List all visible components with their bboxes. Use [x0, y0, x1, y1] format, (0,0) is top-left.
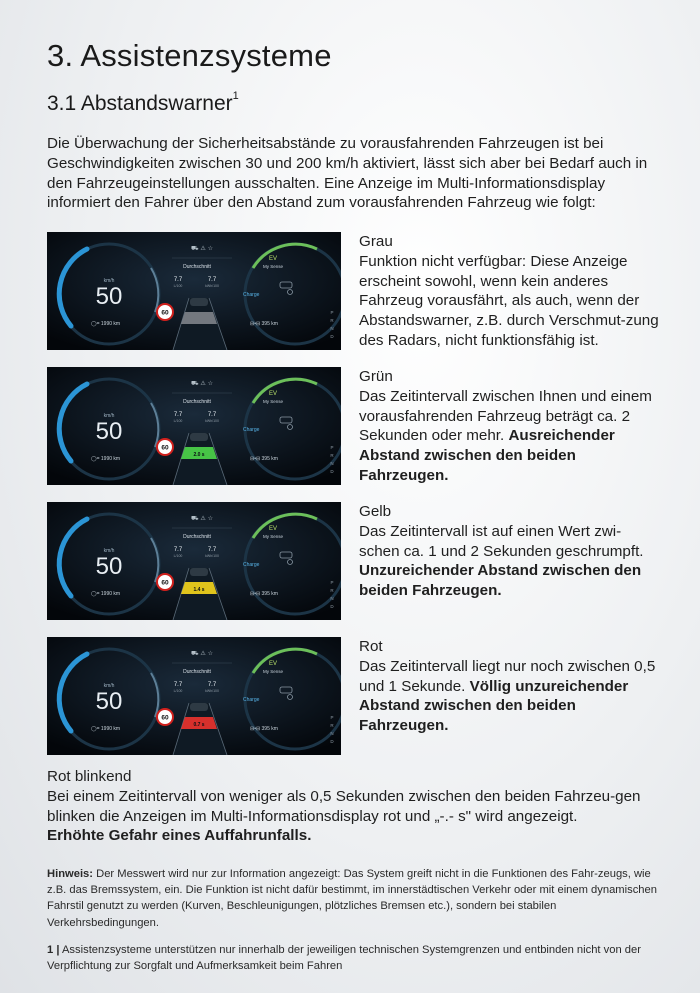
blink-text: Bei einem Zeitintervall von weniger als 0,5 Sekunden zwischen den beiden Fahrzeu-gen blinken die Anzeigen im Multi-Informationsdisplay rot und „-.- s" wird angezeigt. — [47, 787, 641, 825]
range-right: ⊟•⊟ 395 km — [250, 321, 278, 327]
speed-limit-value: 60 — [161, 444, 169, 452]
mode-sub-label: My Sense — [262, 264, 284, 269]
average-label: Durchschnitt — [183, 264, 211, 270]
consumption-unit-1: L/100 — [173, 689, 183, 693]
blink-bold-text: Erhöhte Gefahr eines Auffahrunfalls. — [47, 827, 312, 845]
gear-indicator: N — [330, 326, 334, 331]
gear-indicator: P — [330, 445, 334, 450]
mode-sub-label: My Sense — [262, 399, 284, 404]
speed-limit-value: 60 — [161, 309, 169, 317]
state-row-rot — [47, 637, 657, 755]
state-description — [359, 502, 659, 601]
status-icons: ⛟ ⚠ ☆ — [190, 650, 214, 657]
dashboard-image — [47, 232, 341, 350]
mode-label: EV — [268, 256, 278, 262]
consumption-value-2: 7.7 — [207, 547, 217, 553]
status-icons: ⛟ ⚠ ☆ — [190, 380, 214, 387]
state-row-gelb — [47, 502, 657, 620]
gear-indicator: R — [330, 723, 334, 728]
consumption-value-1: 7.7 — [173, 682, 183, 688]
gear-indicator: N — [330, 596, 334, 601]
gear-indicator: D — [330, 739, 334, 744]
mode-label: EV — [268, 391, 278, 397]
mode-label: EV — [268, 526, 278, 532]
average-label: Durchschnitt — [183, 399, 211, 405]
speed-unit: km/h — [103, 278, 115, 284]
distance-time-label: 0.7 s — [193, 722, 205, 728]
dashboard-svg — [47, 502, 341, 620]
dashboard-svg — [47, 637, 341, 755]
gear-indicator: R — [330, 318, 334, 323]
state-name: Grau — [359, 233, 393, 250]
dashboard-image — [47, 637, 341, 755]
charge-label: Charge — [243, 427, 260, 433]
range-right: ⊟•⊟ 395 km — [250, 726, 278, 732]
mode-label: EV — [268, 661, 278, 667]
range-left: ◯= 1990 km — [91, 591, 121, 597]
consumption-unit-1: L/100 — [173, 554, 183, 558]
gear-indicator: R — [330, 453, 334, 458]
speed-limit-value: 60 — [161, 714, 169, 722]
state-row-grau — [47, 232, 657, 350]
gear-indicator: N — [330, 461, 334, 466]
range-right: ⊟•⊟ 395 km — [250, 591, 278, 597]
gear-indicator: D — [330, 469, 334, 474]
page-title: 3. Assistenzsysteme — [47, 38, 332, 73]
range-right: ⊟•⊟ 395 km — [250, 456, 278, 462]
consumption-value-1: 7.7 — [173, 547, 183, 553]
consumption-unit-2: kWh/100 — [205, 554, 219, 558]
dashboard-image — [47, 502, 341, 620]
dashboard-svg — [47, 232, 341, 350]
gear-indicator: D — [330, 334, 334, 339]
consumption-unit-2: kWh/100 — [205, 689, 219, 693]
distance-indicator — [181, 312, 217, 324]
status-icons: ⛟ ⚠ ☆ — [190, 245, 214, 252]
dashboard-svg — [47, 367, 341, 485]
average-label: Durchschnitt — [183, 669, 211, 675]
state-text: Das Zeitintervall zwischen Ihnen und einem vorausfahrenden Fahrzeug beträgt ca. 2 Sekunden oder mehr. — [359, 387, 652, 445]
speed-unit: km/h — [103, 413, 115, 419]
gear-indicator: P — [330, 715, 334, 720]
state-text: Das Zeitintervall liegt nur noch zwischen 0,5 und 1 Sekunde. — [359, 657, 656, 695]
footnote — [47, 942, 657, 974]
state-bold-text: Völlig unzureichender Abstand zwischen den beiden Fahrzeugen. — [359, 677, 629, 735]
state-bold-text: Ausreichender Abstand zwischen den beiden Fahrzeugen. — [359, 427, 615, 484]
charge-label: Charge — [243, 562, 260, 568]
state-description — [359, 232, 659, 351]
state-name: Grün — [359, 368, 393, 385]
gear-indicator: N — [330, 731, 334, 736]
gear-indicator: R — [330, 588, 334, 593]
state-text: Funktion nicht verfügbar: Diese Anzeige erscheint sowohl, wenn kein anderes Fahrzeug vorausfährt, als auch, wenn der Abstandswarner, z.B. durch Verschmut-zung des Radars, nicht funktionsfähig ist. — [359, 252, 659, 349]
speed-value: 50 — [95, 283, 123, 310]
gear-indicator: P — [330, 580, 334, 585]
consumption-unit-2: kWh/100 — [205, 284, 219, 288]
note-label: Hinweis: — [47, 868, 94, 880]
range-left: ◯= 1990 km — [91, 456, 121, 462]
consumption-value-2: 7.7 — [207, 277, 217, 283]
average-label: Durchschnitt — [183, 534, 211, 540]
dashboard-image — [47, 367, 341, 485]
state-row-gruen — [47, 367, 657, 485]
speed-value: 50 — [95, 553, 123, 580]
state-name: Gelb — [359, 503, 392, 520]
note — [47, 866, 657, 931]
charge-label: Charge — [243, 292, 260, 298]
state-text: Das Zeitintervall ist auf einen Wert zwi-schen ca. 1 und 2 Sekunden geschrumpft. — [359, 522, 644, 560]
vehicle-ahead — [190, 703, 208, 711]
speed-limit-value: 60 — [161, 579, 169, 587]
section-title — [47, 92, 239, 116]
intro-paragraph: Die Überwachung der Sicherheitsabstände zu vorausfahrenden Fahrzeugen ist bei Geschwindigkeiten zwischen 30 und 200 km/h aktiviert, lässt sich aber bei Bedarf auch in den Fahrzeugeinstellungen ausschalten. Eine Anzeige im Multi-Informationsdisplay informiert den Fahrer über den Abstand zum vorausfahrenden Fahrzeug wie folgt: — [47, 135, 648, 212]
mode-sub-label: My Sense — [262, 534, 284, 539]
consumption-value-2: 7.7 — [207, 682, 217, 688]
blink-name: Rot blinkend — [47, 768, 132, 785]
gear-indicator: P — [330, 310, 334, 315]
state-name: Rot — [359, 638, 383, 655]
charge-label: Charge — [243, 697, 260, 703]
speed-value: 50 — [95, 418, 123, 445]
range-left: ◯= 1990 km — [91, 321, 121, 327]
mode-sub-label: My Sense — [262, 669, 284, 674]
section-title-text: 3.1 Abstandswarner — [47, 92, 233, 115]
state-description — [359, 367, 659, 486]
consumption-unit-1: L/100 — [173, 284, 183, 288]
distance-time-label: 2.0 s — [193, 452, 205, 458]
speed-unit: km/h — [103, 548, 115, 554]
note-text: Der Messwert wird nur zur Information angezeigt: Das System greift nicht in die Funktionen des Fahr-zeugs, wie z.B. das Bremssystem, ein. Die Funktion ist nicht dafür bestimmt, im innerstädtischen Verkehr oder mit einem dynamischen Fahrstil genutzt zu werden (Kurven, Beschleunigungen, plötzliches Bremsen etc.), sondern bei stabilen Verkehrsbedingungen. — [47, 868, 657, 929]
consumption-unit-1: L/100 — [173, 419, 183, 423]
state-description — [359, 637, 659, 736]
range-left: ◯= 1990 km — [91, 726, 121, 732]
vehicle-ahead — [190, 568, 208, 576]
speed-unit: km/h — [103, 683, 115, 689]
footnote-marker: 1 — [232, 90, 239, 102]
consumption-value-1: 7.7 — [173, 277, 183, 283]
consumption-value-1: 7.7 — [173, 412, 183, 418]
speed-value: 50 — [95, 688, 123, 715]
consumption-unit-2: kWh/100 — [205, 419, 219, 423]
status-icons: ⛟ ⚠ ☆ — [190, 515, 214, 522]
gear-indicator: D — [330, 604, 334, 609]
consumption-value-2: 7.7 — [207, 412, 217, 418]
blink-description — [47, 767, 657, 846]
footnote-label: 1 | — [47, 944, 60, 956]
vehicle-ahead — [190, 433, 208, 441]
distance-time-label: 1.4 s — [193, 587, 205, 593]
footnote-text: Assistenzsysteme unterstützen nur innerhalb der jeweiligen technischen Systemgrenzen und entbinden nicht von der Verpflichtung zur Sorgfalt und Aufmerksamkeit beim Fahren — [47, 944, 641, 973]
vehicle-ahead — [190, 298, 208, 306]
state-bold-text: Unzureichender Abstand zwischen den beiden Fahrzeugen. — [359, 562, 642, 600]
